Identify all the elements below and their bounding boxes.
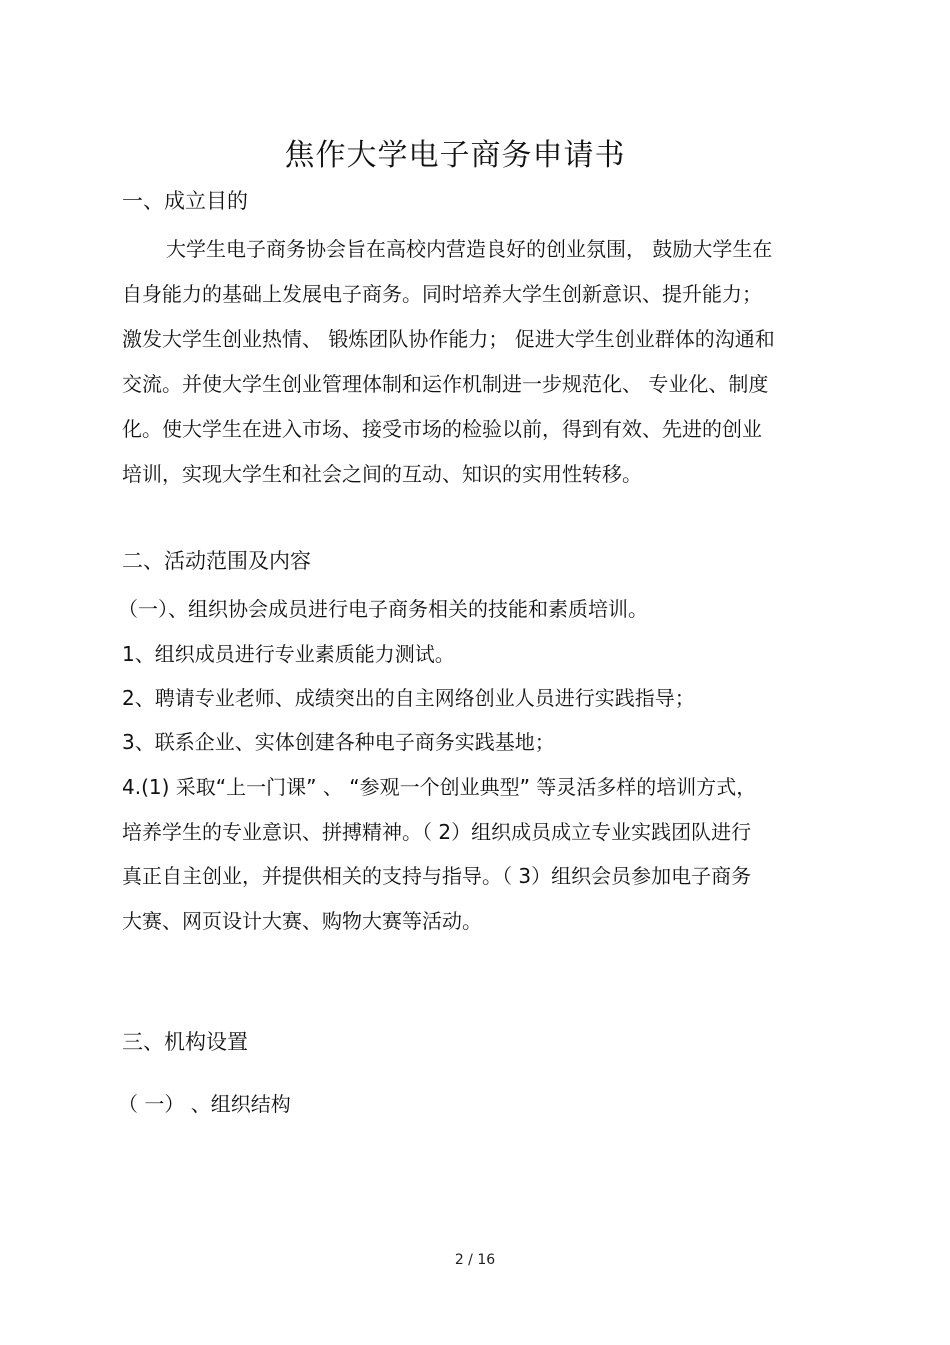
paragraph-line: 大赛、网页设计大赛、购物大赛等活动。 [122,909,482,933]
paragraph-line: 激发大学生创业热情、 锻炼团队协作能力； 促进大学生创业群体的沟通和 [122,327,775,351]
paragraph-line: 培训，实现大学生和社会之间的互动、知识的实用性转移。 [122,462,642,486]
section-heading-organization: 三、机构设置 [122,1030,248,1054]
paragraph-line: 培养学生的专业意识、拼搏精神。（ 2）组织成员成立专业实践团队进行 [122,820,752,844]
paragraph-line: 化。使大学生在进入市场、接受市场的检验以前，得到有效、先进的创业 [122,417,762,441]
list-item: （一）、组织协会成员进行电子商务相关的技能和素质培训。 [118,597,648,621]
list-item: 3、联系企业、实体创建各种电子商务实践基地； [122,730,555,754]
section-heading-scope: 二、活动范围及内容 [122,549,311,573]
paragraph-line: 自身能力的基础上发展电子商务。同时培养大学生创新意识、提升能力； [122,282,762,306]
paragraph-line: 交流。并使大学生创业管理体制和运作机制进一步规范化、 专业化、制度 [122,372,769,396]
list-item: 1、组织成员进行专业素质能力测试。 [122,642,455,666]
subheading-structure: （ 一） 、组织结构 [118,1092,291,1116]
page-number: 2 / 16 [454,1252,496,1268]
paragraph-line: 真正自主创业，并提供相关的支持与指导。（ 3）组织会员参加电子商务 [122,864,752,888]
section-heading-purpose: 一、成立目的 [122,189,248,213]
paragraph-line: 大学生电子商务协会旨在高校内营造良好的创业氛围， 鼓励大学生在 [166,237,773,261]
document-title: 焦作大学电子商务申请书 [284,138,626,173]
list-item: 2、聘请专业老师、成绩突出的自主网络创业人员进行实践指导； [122,686,695,710]
list-item: 4.(1) 采取“上一门课” 、 “参观一个创业典型” 等灵活多样的培训方式， [122,775,757,799]
